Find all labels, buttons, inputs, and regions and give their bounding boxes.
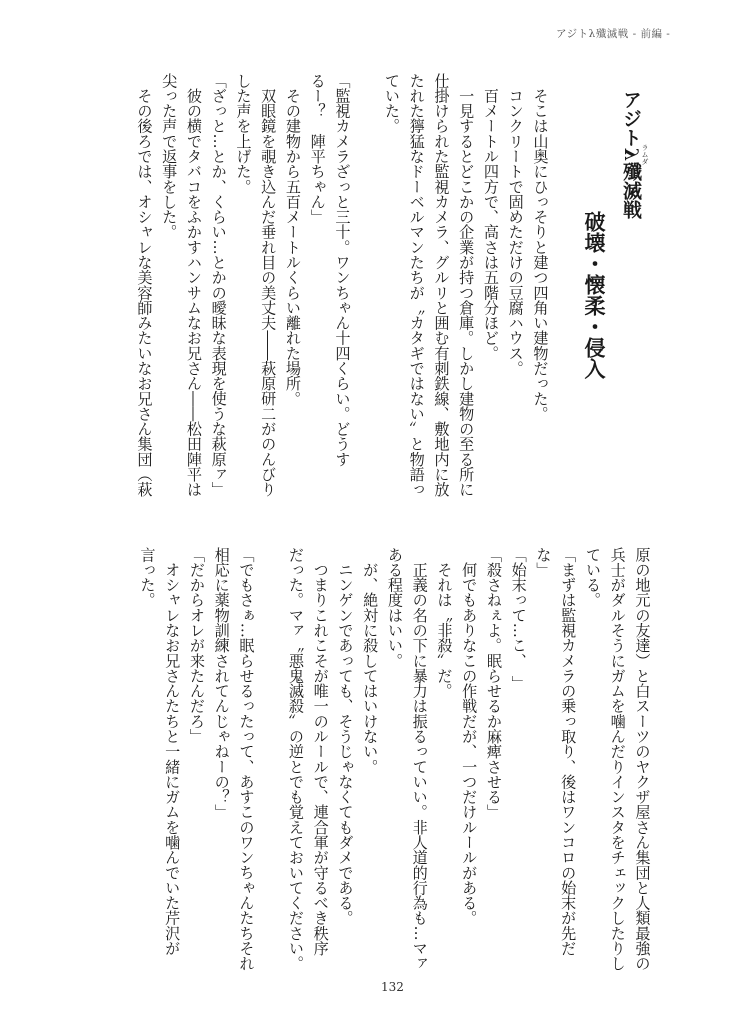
text-line: ニンゲンであっても、そうじゃなくてもダメである。 bbox=[336, 547, 355, 926]
text-line: 「まずは監視カメラの乗っ取り、後はワンコロの始末が先だ bbox=[559, 547, 578, 956]
running-header: アジトλ殲滅戦 - 前編 - bbox=[556, 28, 671, 40]
text-line: 彼の横でタバコをふかすハンサムなお兄さん――松田陣平は bbox=[185, 73, 203, 497]
chapter-title-ruby bbox=[620, 144, 649, 165]
text-line: 「ざっと…とか、くらい…とかの曖昧な表現を使うな萩原ァ」 bbox=[209, 73, 228, 497]
text-line: コンクリートで固めただけの豆腐ハウス。 bbox=[506, 73, 525, 376]
text-line: 「監視カメラざっと三十。ワンちゃん十四くらい。どうす bbox=[333, 73, 352, 467]
text-line: 仕掛けられた監視カメラ、グルリと囲む有刺鉄線、敷地内に放 bbox=[432, 73, 451, 497]
text-line: 「だからオレが来たんだろ」 bbox=[188, 547, 206, 744]
text-line: な」 bbox=[534, 547, 553, 578]
bottom-text-block bbox=[135, 547, 655, 977]
chapter-title-suffix: 殲滅戦 bbox=[620, 161, 642, 219]
text-line: 言った。 bbox=[138, 547, 157, 608]
chapter-title-prefix: アジト bbox=[620, 90, 642, 147]
text-line: るー？ 陣平ちゃん」 bbox=[308, 73, 327, 225]
chapter-subtitle: 破壊・懐柔・侵入 bbox=[582, 211, 607, 379]
text-line: ある程度はいい。 bbox=[386, 547, 404, 669]
text-line: ている。 bbox=[584, 547, 602, 608]
ruby-text: ラムダ bbox=[641, 144, 649, 165]
text-line: そこは山奥にひっそりと建つ四角い建物だった。 bbox=[531, 73, 550, 422]
text-line: その後ろでは、オシャレな美容師みたいなお兄さん集団（萩 bbox=[135, 73, 154, 497]
text-line: 何でもありなこの作戦だが、一つだけルールがある。 bbox=[460, 547, 479, 926]
text-line: 「でもさぁ…眠らせるったって、あすこのワンちゃんたちそれ bbox=[237, 547, 256, 971]
text-line: つまりこれこそが唯一のルールで、連合軍が守るべき秩序 bbox=[311, 547, 330, 956]
text-line bbox=[355, 73, 380, 503]
text-line: たれた獰猛なドーベルマンたちが〝カタギではない〟と物語っ bbox=[407, 73, 426, 497]
text-line: 相応に薬物訓練されてんじゃねーの？」 bbox=[212, 547, 231, 820]
top-text-block bbox=[132, 73, 553, 503]
text-line: 百メートル四方で、高さは五階分ほど。 bbox=[482, 73, 500, 361]
text-line: それは〝非殺〟だ。 bbox=[435, 547, 454, 699]
text-line: 尖った声で返事をした。 bbox=[160, 73, 179, 240]
text-line: 双眼鏡を覗き込んだ垂れ目の美丈夫――萩原研二がのんびり bbox=[259, 73, 278, 497]
text-line bbox=[259, 547, 284, 977]
text-line: 一見するとどこかの企業が持つ倉庫。しかし建物の至る所に bbox=[457, 73, 476, 497]
chapter-title bbox=[620, 90, 649, 219]
text-line: が、絶対に殺してはいけない。 bbox=[361, 547, 380, 775]
text-line: した声を上げた。 bbox=[234, 73, 253, 195]
text-line: 正義の名の下に暴力は振るっていい。非人道的行為も…マァ bbox=[410, 547, 429, 971]
text-line: だった。マァ〝悪鬼滅殺〟の逆とでも覚えておいてください。 bbox=[287, 547, 305, 971]
text-line: 兵士がダルそうにガムを噛んだりインスタをチェックしたりし bbox=[608, 547, 627, 971]
text-line: その建物から五百メートルくらい離れた場所。 bbox=[284, 73, 302, 407]
text-line: 原の地元の友達）と白スーツのヤクザ屋さん集団と人類最強の bbox=[633, 547, 652, 971]
text-line: 「始末って…こ、 」 bbox=[509, 547, 528, 691]
text-line: オシャレなお兄さんたちと一緒にガムを噛んでいた芹沢が bbox=[163, 547, 182, 956]
page-number: 132 bbox=[381, 980, 404, 994]
text-line: 「殺さねぇよ。眠らせるか麻痺させる」 bbox=[485, 547, 503, 820]
text-line: ていた。 bbox=[383, 73, 401, 134]
ruby-base: λ bbox=[620, 144, 642, 165]
